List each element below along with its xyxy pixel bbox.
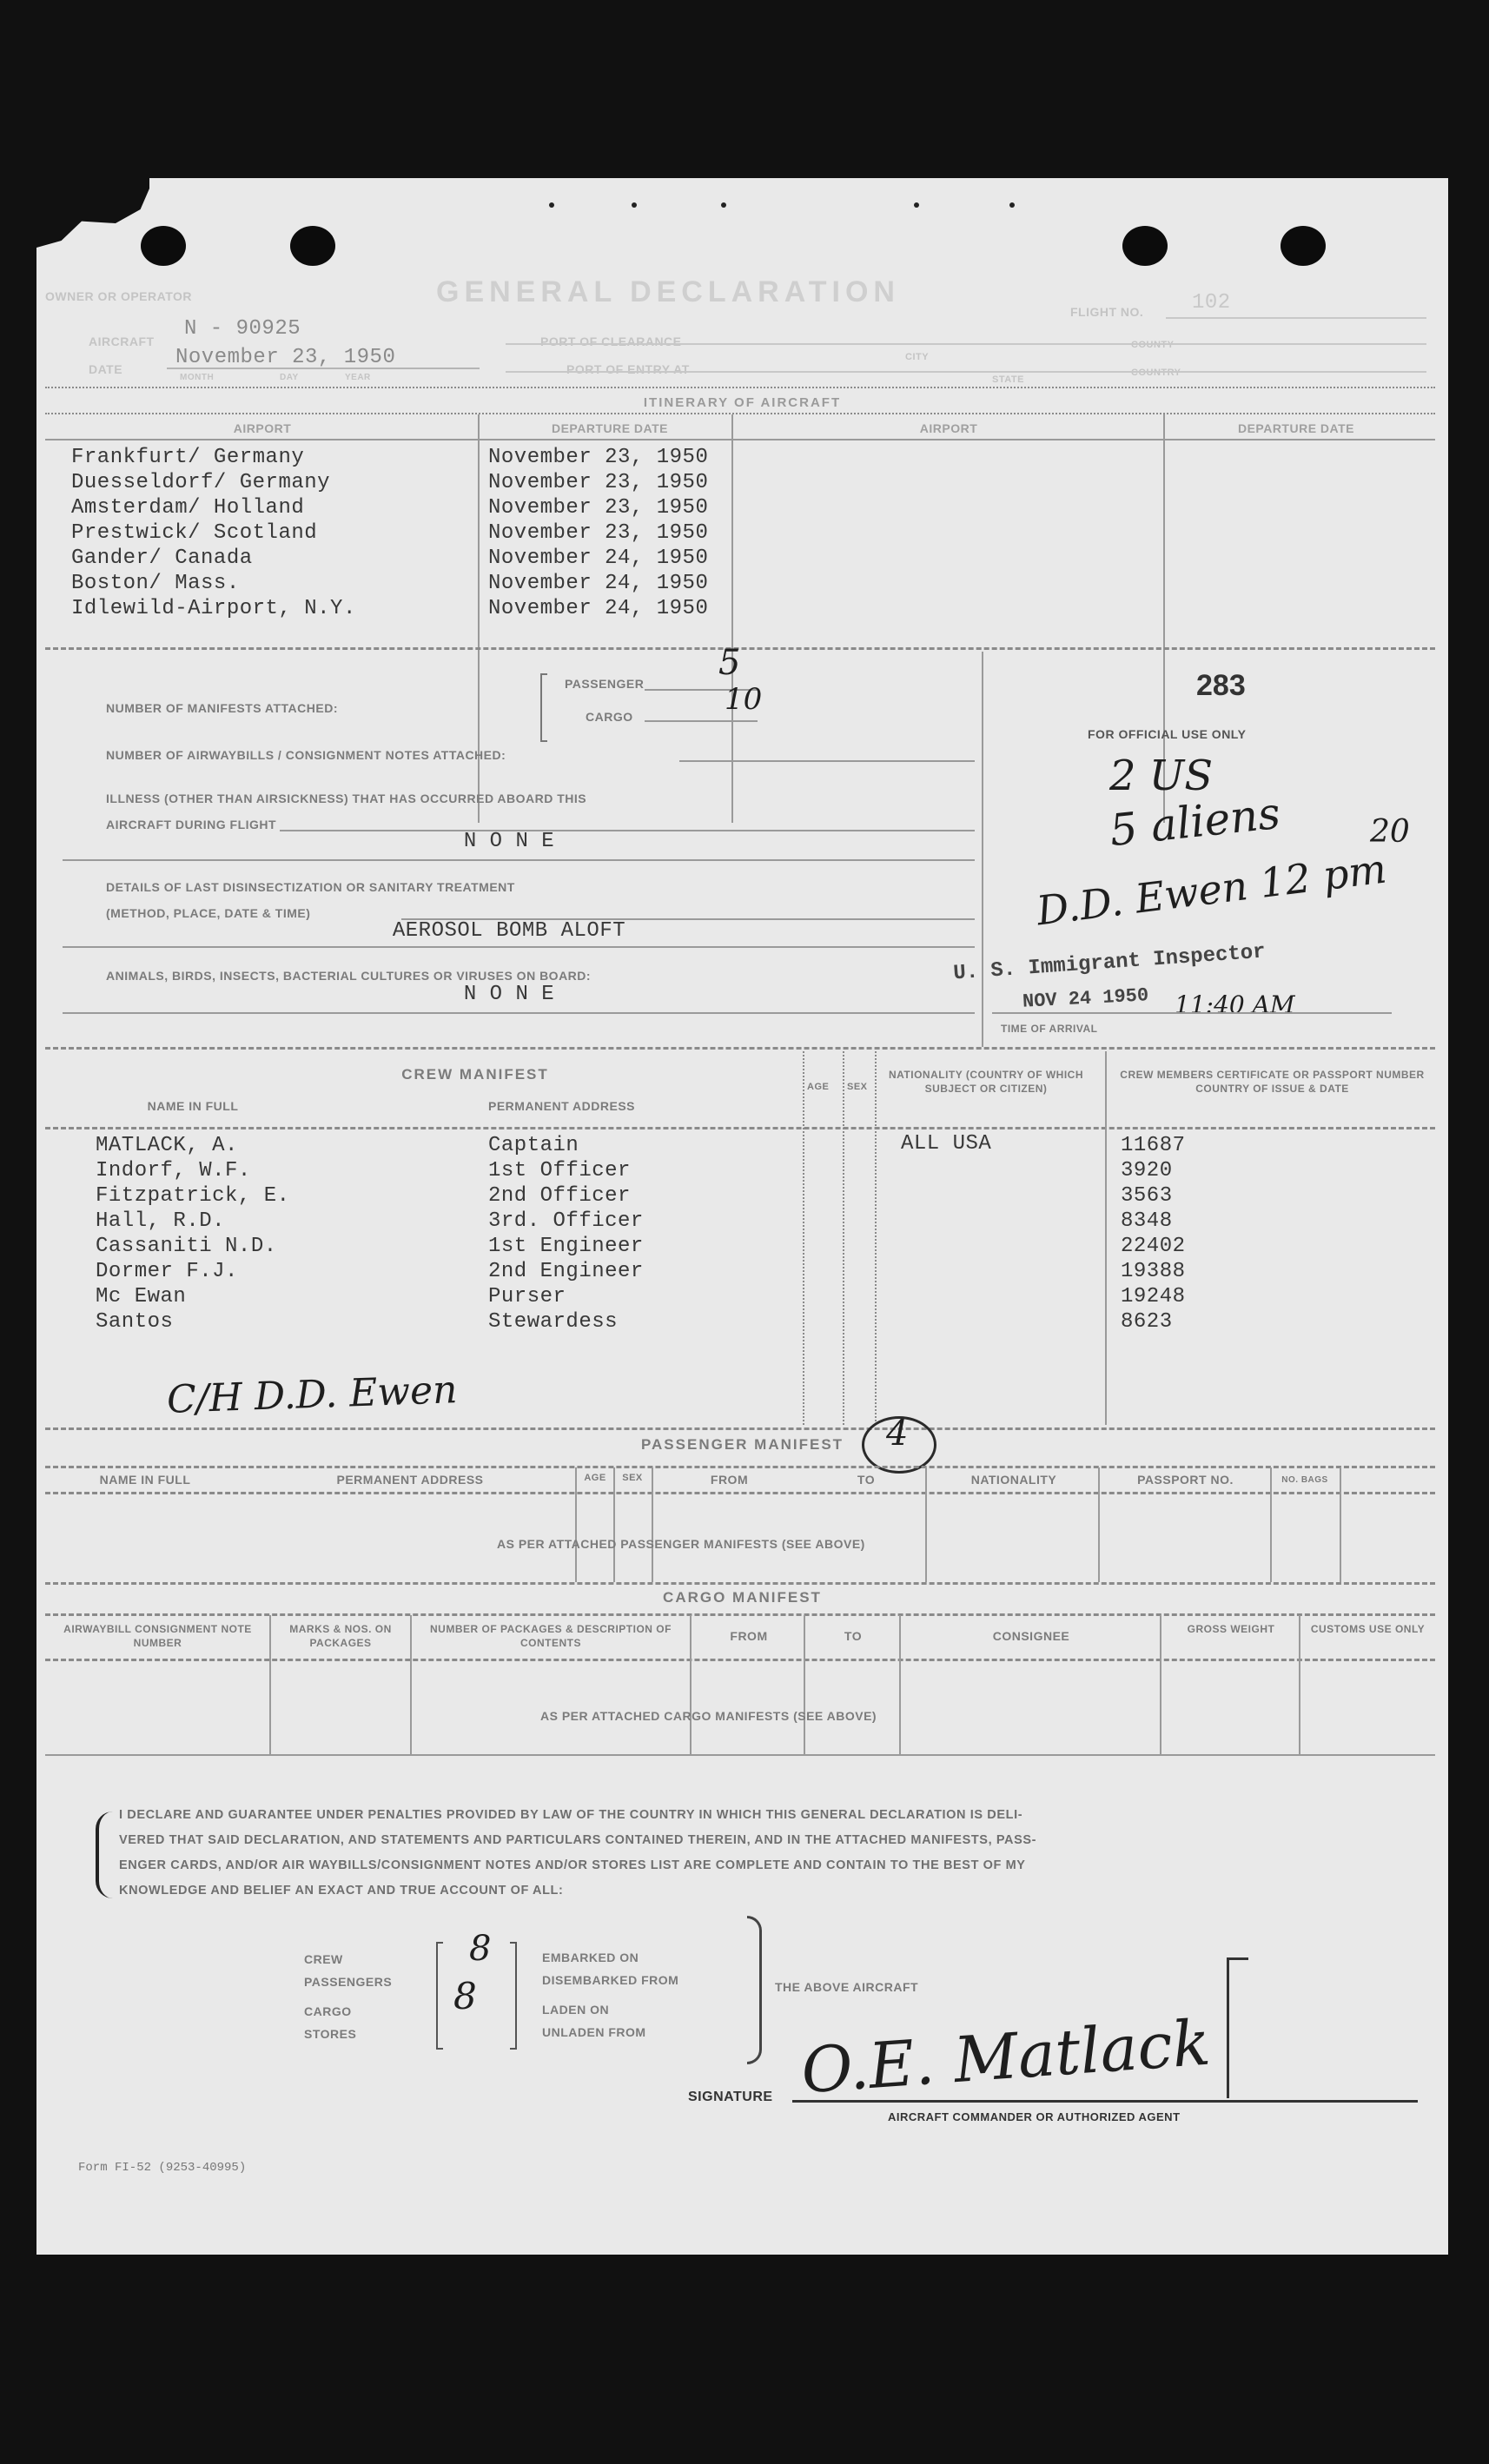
crew-name: Mc Ewan — [96, 1285, 187, 1308]
aircraft-no: N - 90925 — [184, 317, 301, 341]
crew-heading: CREW MANIFEST — [401, 1066, 549, 1083]
flight-no-label: FLIGHT NO. — [1070, 305, 1144, 319]
crew-count: 8 — [469, 1929, 492, 1969]
itinerary-airport: Duesseldorf/ Germany — [71, 471, 331, 494]
torn-corner — [36, 178, 149, 248]
date-label: DATE — [89, 362, 123, 376]
illness-label: ILLNESS (OTHER THAN AIRSICKNESS) THAT HAS OCCURRED ABOARD THIS — [106, 792, 587, 805]
immigration-stamp: U. S. Immigrant Inspector — [952, 940, 1267, 986]
itinerary-date: November 23, 1950 — [488, 446, 709, 469]
arrival-time: 11:40 AM — [1175, 990, 1295, 1019]
disinsection-value: AEROSOL BOMB ALOFT — [392, 919, 626, 943]
passenger-manifest-label: PASSENGER — [565, 677, 645, 691]
crew-position: 2nd Officer — [488, 1184, 631, 1208]
official-number: 283 — [1196, 669, 1246, 702]
official-note: 20 — [1370, 814, 1410, 850]
disinsection-label: DETAILS OF LAST DISINSECTIZATION OR SANITARY TREATMENT — [106, 880, 515, 894]
crew-name: Hall, R.D. — [96, 1209, 226, 1233]
port-clearance-label: PORT OF CLEARANCE — [540, 334, 682, 348]
inspector-initials: D.D. Ewen 12 pm — [1034, 845, 1389, 935]
crew-name: Indorf, W.F. — [96, 1159, 251, 1182]
crew-name: Cassaniti N.D. — [96, 1235, 277, 1258]
itinerary-date: November 24, 1950 — [488, 572, 709, 595]
unladen-label: UNLADEN FROM — [542, 2025, 646, 2039]
crew-certificate: 3920 — [1121, 1159, 1173, 1182]
itinerary-airport: Frankfurt/ Germany — [71, 446, 305, 469]
crew-position: 2nd Engineer — [488, 1260, 644, 1283]
crew-name: Santos — [96, 1310, 174, 1334]
punch-hole — [290, 226, 335, 266]
itinerary-heading: ITINERARY OF AIRCRAFT — [643, 395, 842, 410]
above-aircraft-label: THE ABOVE AIRCRAFT — [775, 1980, 919, 1994]
crew-certificate: 3563 — [1121, 1184, 1173, 1208]
itinerary-airport: Prestwick/ Scotland — [71, 521, 318, 545]
cargo-manifest-label: CARGO — [586, 710, 633, 724]
crew-certificate: 19388 — [1121, 1260, 1186, 1283]
crew-name: Dormer F.J. — [96, 1260, 238, 1283]
arrival-time-label: TIME OF ARRIVAL — [1001, 1023, 1098, 1035]
crew-position: 1st Engineer — [488, 1235, 644, 1258]
stores-count-label: STORES — [304, 2027, 357, 2041]
airwaybills-label: NUMBER OF AIRWAYBILLS / CONSIGNMENT NOTES ATTACHED: — [106, 748, 506, 762]
illness-value: N O N E — [463, 830, 555, 853]
port-entry-label: PORT OF ENTRY AT — [566, 362, 690, 376]
punch-hole — [141, 226, 186, 266]
crew-position: Captain — [488, 1134, 579, 1157]
flight-no: 102 — [1192, 291, 1231, 315]
crew-certificate: 11687 — [1121, 1134, 1186, 1157]
commander-label: AIRCRAFT COMMANDER OR AUTHORIZED AGENT — [888, 2110, 1181, 2123]
embarked-label: EMBARKED ON — [542, 1951, 639, 1964]
disembarked-label: DISEMBARKED FROM — [542, 1973, 679, 1987]
punch-hole — [1281, 226, 1326, 266]
passenger-count: 4 — [886, 1414, 909, 1454]
cargo-manifest-count: 10 — [725, 682, 763, 717]
itinerary-airport: Gander/ Canada — [71, 546, 253, 570]
cargo-count-label: CARGO — [304, 2004, 352, 2018]
itinerary-date: November 23, 1950 — [488, 471, 709, 494]
laden-label: LADEN ON — [542, 2003, 610, 2017]
itinerary-airport: Boston/ Mass. — [71, 572, 240, 595]
crew-handwritten-note: C/H D.D. Ewen — [166, 1368, 459, 1422]
crew-name: Fitzpatrick, E. — [96, 1184, 290, 1208]
document-sheet: OWNER OR OPERATOR GENERAL DECLARATION FLIGHT NO. 102 AIRCRAFT N - 90925 DATE November 23, 1950 MONTH DAY YEAR PORT OF CLEARANCE PORT OF ENTRY AT CITY STATE COUNTY COUNTRY ITINERARY OF AIRCRAFT AIRPORT DEPARTURE DATE AIRPORT DEPARTURE DATE Frankfurt/ Germany November 23, 1950 Duesseldorf/ Germany November 23, 1950 Amsterdam/ Holland November 23, 1950 Prestwick/ Scotland November 23, 1950 Gander/ Canada November 24, 1950 Boston/ Mass. November 24, 1950 Idlewild-Airport, N.Y. November 24, 1950 NUMBER OF MANIFESTS ATTACHED: PASSENGER 5 CARGO 10 NUMBER OF AIRWAYBILLS / CONSIGNMENT NOTES ATTACHED: ILLNESS (OTHER THAN AIRSICKNESS) THAT HAS OCCURRED ABOARD THIS AIRCRAFT DURING FLIGHT N O N E DETAILS OF LAST DISINSECTIZATION OR SANITARY TREATMENT (METHOD, PLACE, DATE & TIME) AEROSOL BOMB ALOFT ANIMALS, BIRDS, INSECTS, BACTERIAL CULTURES OR VIRUSES ON BOARD: N O N E 283 FOR OFFICIAL USE ONLY 2 US 5 aliens 20 D.D. Ewen 12 pm U. S. Immigrant Inspector NOV 24 1950 11:40 AM TIME OF ARRIVAL CREW MANIFEST NAME IN FULL PERMANENT ADDRESS AGE SEX NATIONALITY (COUNTRY OF WHICH SUBJECT OR CITIZEN) CREW MEMBERS CERTIFICATE OR PASSPORT NUMBER COUNTRY OF ISSUE & DATE ALL USA MATLACK, A. Captain 11687 Indorf, W.F. 1st Officer 3920 Fitzpatrick, E. 2nd Officer 3563 Hall, R.D. 3rd. Officer 8348 Cassaniti N.D. 1st Engineer 22402 Dormer F.J. 2nd Engineer 19388 Mc Ewan Purser 19248 Santos Stewardess 8623 C/H D.D. Ewen PASSENGER MANIFEST 4 NAME IN FULL PERMANENT ADDRESS AGE SEX FROM TO NATIONALITY PASSPORT NO. NO. BAGS AS PER ATTACHED PASSENGER MANIFESTS (SEE ABOVE) CARGO MANIFEST AIRWAYBILL CONSIGNMENT NOTE NUMBER MARKS & NOS. ON PACKAGES NUMBER OF PACKAGES & DESCRIPTION OF CONTENTS FROM TO CONSIGNEE GROSS WEIGHT CUSTOMS USE ONLY AS PER ATTACHED CARGO MANIFESTS (SEE ABOVE) I DECLARE AND GUARANTEE UNDER PENALTIES PROVIDED BY LAW OF THE COUNTRY IN WHICH THIS GENERAL DECLARATION IS DELI- VERED THAT SAID DECLARATION, AND STATEMENTS AND PARTICULARS CONTAINED THEREIN, AND IN THE ATTACHED MANIFESTS, PASS- ENGER CARDS, AND/OR AIR WAYBILLS/CONSIGNMENT NOTES AND/OR STORES LIST ARE COMPLETE AND CONTAIN TO THE BEST OF MY KNOWLEDGE AND BELIEF AN EXACT AND TRUE ACCOUNT OF ALL: CREW PASSENGERS CARGO STORES 8 8 EMBARKED ON DISEMBARKED FROM LADEN ON UNLADEN FROM THE ABOVE AIRCRAFT SIGNATURE O.E. Matlack AIRCRAFT COMMANDER OR AUTHORIZED AGENT Form FI-52 (9253-40995) — [36, 178, 1448, 2255]
itinerary-date: November 23, 1950 — [488, 521, 709, 545]
cargo-note: AS PER ATTACHED CARGO MANIFESTS (SEE ABOVE) — [540, 1709, 877, 1723]
crew-position: 3rd. Officer — [488, 1209, 644, 1233]
official-use-label: FOR OFFICIAL USE ONLY — [1088, 727, 1247, 741]
aircraft-label: AIRCRAFT — [89, 334, 155, 348]
passenger-manifest-count: 5 — [718, 643, 741, 683]
itinerary-airport: Amsterdam/ Holland — [71, 496, 305, 520]
crew-name: MATLACK, A. — [96, 1134, 238, 1157]
itinerary-date: November 23, 1950 — [488, 496, 709, 520]
crew-certificate: 19248 — [1121, 1285, 1186, 1308]
crew-certificate: 8623 — [1121, 1310, 1173, 1334]
owner-label: OWNER OR OPERATOR — [45, 289, 192, 303]
crew-nationality: ALL USA — [901, 1132, 992, 1156]
stamp-date: NOV 24 1950 — [1022, 984, 1149, 1013]
form-number: Form FI-52 (9253-40995) — [78, 2161, 247, 2175]
official-note: 5 aliens — [1107, 787, 1283, 857]
passengers-count: 8 — [453, 1975, 477, 2017]
cargo-heading: CARGO MANIFEST — [663, 1589, 822, 1606]
declaration-text: I DECLARE AND GUARANTEE UNDER PENALTIES PROVIDED BY LAW OF THE COUNTRY IN WHICH THIS GENERAL DECLARATION IS DELI- VERED THAT SAID DECLARATION, AND STATEMENTS AND PARTICULARS CONTAINED THEREIN, AND IN THE ATTACHED MANIFESTS, PASS- ENGER CARDS, AND/OR AIR WAYBILLS/CONSIGNMENT NOTES AND/OR STORES LIST ARE COMPLETE AND CONTAIN TO THE BEST OF MY KNOWLEDGE AND BELIEF AN EXACT AND TRUE ACCOUNT OF ALL: — [119, 1808, 1037, 1898]
animals-label: ANIMALS, BIRDS, INSECTS, BACTERIAL CULTURES OR VIRUSES ON BOARD: — [106, 969, 592, 983]
manifests-label: NUMBER OF MANIFESTS ATTACHED: — [106, 701, 338, 715]
date-value: November 23, 1950 — [175, 346, 396, 369]
itinerary-date: November 24, 1950 — [488, 597, 709, 620]
itinerary-date: November 24, 1950 — [488, 546, 709, 570]
passengers-count-label: PASSENGERS — [304, 1975, 393, 1989]
form-title: GENERAL DECLARATION — [436, 275, 900, 308]
punch-hole — [1122, 226, 1168, 266]
crew-position: 1st Officer — [488, 1159, 631, 1182]
crew-position: Purser — [488, 1285, 566, 1308]
commander-signature: O.E. Matlack — [798, 2005, 1213, 2108]
crew-certificate: 22402 — [1121, 1235, 1186, 1258]
crew-count-label: CREW — [304, 1952, 343, 1966]
official-note: 2 US — [1109, 752, 1214, 800]
declaration-bracket-mark — [96, 1812, 113, 1898]
itinerary-airport: Idlewild-Airport, N.Y. — [71, 597, 356, 620]
passenger-note: AS PER ATTACHED PASSENGER MANIFESTS (SEE ABOVE) — [497, 1537, 865, 1551]
crew-certificate: 8348 — [1121, 1209, 1173, 1233]
signature-label: SIGNATURE — [688, 2090, 773, 2104]
crew-position: Stewardess — [488, 1310, 619, 1334]
passenger-heading: PASSENGER MANIFEST — [640, 1436, 844, 1453]
animals-value: N O N E — [463, 983, 555, 1006]
